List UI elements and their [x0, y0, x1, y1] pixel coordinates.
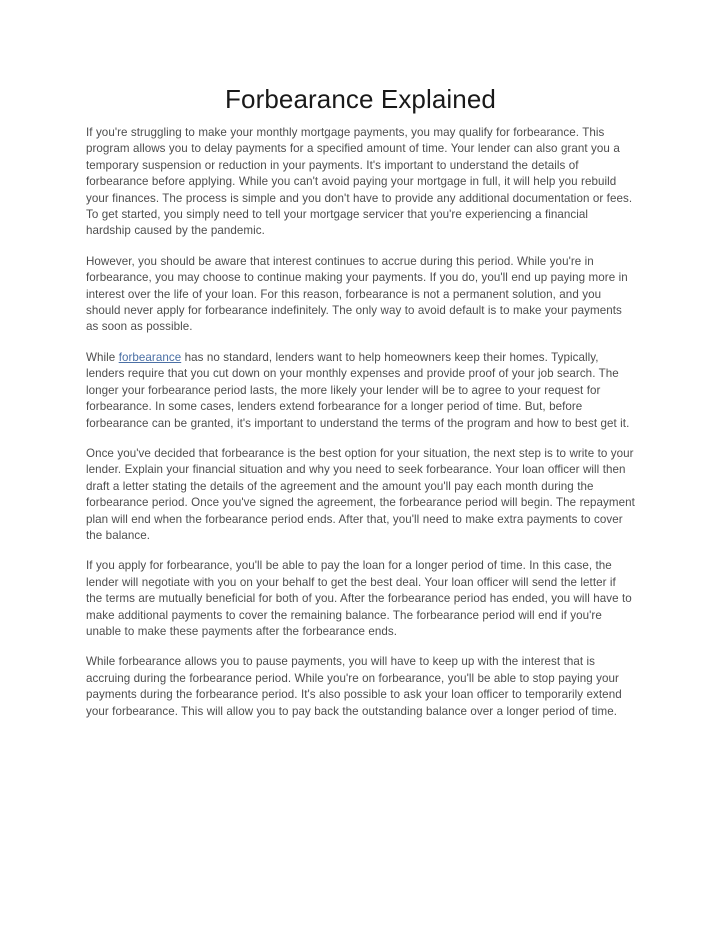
forbearance-link[interactable]: forbearance: [118, 350, 182, 364]
document-content: [86, 84, 635, 720]
paragraph-3-text-after-link: has no standard, lenders want to help homeowners keep their homes. Typically, lenders require that you cut down on your monthly expenses and provide proof of your job search. The longer your forbearance period lasts, the more likely your lender will be to agree to your request for forbearance. In some cases, lenders extend forbearance for a longer period of time. But, before forbearance can be granted, it's important to understand the terms of the program and how to best get it.: [86, 350, 630, 430]
paragraph-3-text-before-link: While: [86, 350, 119, 364]
paragraph-6: While forbearance allows you to pause payments, you will have to keep up with the interest that is accruing during the forbearance period. While you're on forbearance, you'll be able to stop paying your payments during the forbearance period. It's also possible to ask your loan officer to temporarily extend your forbearance. This will allow you to pay back the outstanding balance over a longer period of time.: [86, 655, 622, 718]
paragraph-1: If you're struggling to make your monthly mortgage payments, you may qualify for forbearance. This program allows you to delay payments for a specified amount of time. Your lender can also grant you a temporary suspension or reduction in your payments. It's important to understand the details of forbearance before applying. While you can't avoid paying your mortgage in full, it will help you rebuild your finances. The process is simple and you don't have to provide any additional documentation or fees. To get started, you simply need to tell your mortgage servicer that you're experiencing a financial hardship caused by the pandemic.: [86, 126, 633, 238]
paragraph-3: [86, 350, 635, 432]
paragraph-2: However, you should be aware that interest continues to accrue during this period. While you're in forbearance, you may choose to continue making your payments. If you do, you'll end up paying more in interest over the life of your loan. For this reason, forbearance is not a permanent solution, and you should never apply for forbearance indefinitely. The only way to avoid default is to make your payments as soon as possible.: [86, 254, 628, 334]
paragraph-4: Once you've decided that forbearance is the best option for your situation, the next step is to write to your lender. Explain your financial situation and why you need to seek forbearance. Your loan officer will then draft a letter stating the details of the agreement and the amount you'll pay each month during the forbearance period. Once you've signed the agreement, the forbearance period will begin. The repayment plan will end when the forbearance period ends. After that, you'll need to make extra payments to cover the balance.: [86, 446, 635, 542]
page-title: Forbearance Explained: [225, 84, 496, 114]
paragraph-5: If you apply for forbearance, you'll be able to pay the loan for a longer period of time. In this case, the lender will negotiate with you on your behalf to get the best deal. Your loan officer will send the letter if the terms are mutually beneficial for both of you. After the forbearance period has ended, you will have to make additional payments to cover the remaining balance. The forbearance period will end if you're unable to make these payments after the forbearance ends.: [86, 559, 632, 638]
